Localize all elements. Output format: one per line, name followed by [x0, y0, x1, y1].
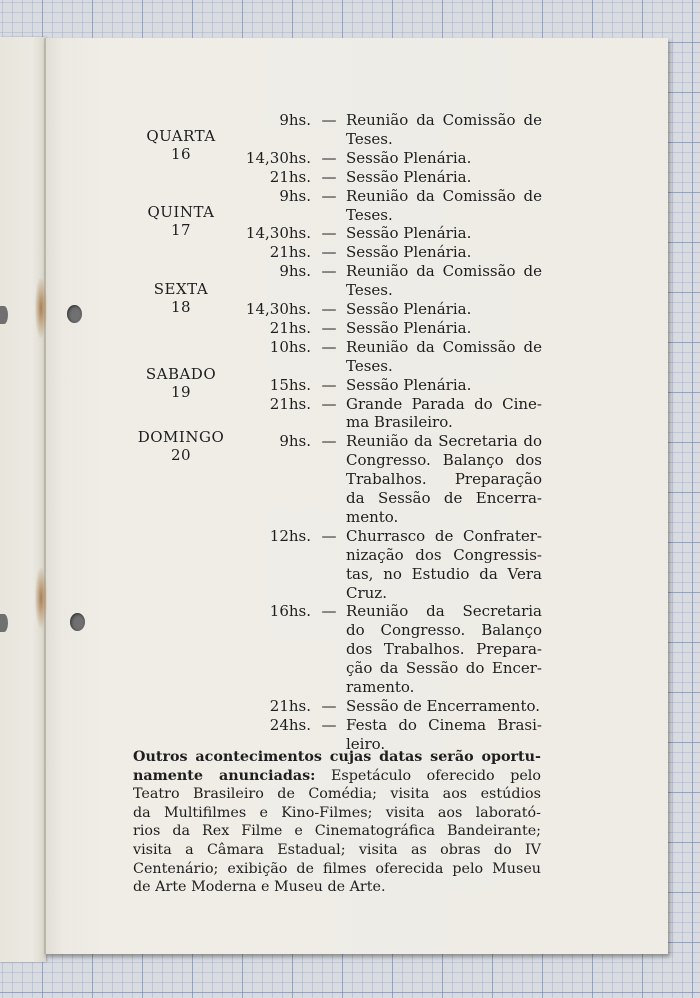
event-line — [0, 224, 700, 242]
day-name: SABADO — [145, 365, 217, 383]
event-description: Sessão Plenária. — [346, 148, 472, 167]
event-description: Sessão Plenária. — [346, 224, 472, 243]
event-line — [0, 678, 700, 696]
event-line — [0, 527, 700, 545]
event-description: ma Brasileiro. — [346, 413, 453, 432]
event-line — [0, 395, 700, 413]
em-dash: — — [321, 318, 337, 337]
other-events-text: rios da Rex Filme e Cinematográfica Bandeirante; — [133, 823, 541, 840]
event-description: ramento. — [346, 678, 415, 696]
event-time: 16hs. — [269, 602, 311, 621]
em-dash: — — [321, 224, 337, 243]
event-description: do Congresso. Balanço — [346, 621, 542, 640]
other-events-paragraph — [133, 748, 541, 897]
day-name: SEXTA — [153, 280, 209, 298]
event-description: da Sessão de Encerra- — [346, 489, 542, 507]
other-events-heading: Outros acontecimentos cujas datas serão oportu- — [133, 749, 541, 765]
event-line — [0, 187, 700, 205]
event-line — [0, 432, 700, 450]
event-description: Sessão de Encerramento. — [346, 696, 541, 715]
event-line — [0, 489, 700, 507]
event-description: Sessão Plenária. — [346, 375, 472, 394]
em-dash: — — [321, 262, 337, 281]
event-line — [0, 470, 700, 488]
event-line — [0, 262, 700, 280]
em-dash: — — [321, 526, 337, 545]
event-time: 9hs. — [279, 262, 311, 281]
em-dash: — — [321, 432, 337, 451]
event-description: Cruz. — [346, 583, 387, 602]
event-description: mento. — [346, 507, 399, 526]
event-line — [0, 565, 700, 583]
event-line — [0, 130, 700, 148]
event-description: Teses. — [346, 356, 393, 375]
event-description: dos Trabalhos. Prepara- — [346, 640, 542, 659]
em-dash: — — [321, 337, 337, 356]
day-date: 19 — [170, 383, 192, 401]
event-line — [0, 376, 700, 394]
em-dash: — — [321, 148, 337, 167]
event-description: Sessão Plenária. — [346, 300, 472, 318]
event-time: 9hs. — [279, 432, 311, 451]
event-line — [0, 621, 700, 639]
event-line — [0, 451, 700, 469]
em-dash: — — [321, 394, 337, 413]
event-description: Churrasco de Confrater- — [346, 526, 542, 545]
em-dash: — — [321, 111, 337, 129]
other-events-text: Centenário; exibição de filmes oferecida pelo Museu — [133, 860, 541, 877]
day-date: 18 — [170, 298, 192, 316]
event-line — [0, 357, 700, 375]
event-description: Reunião da Comissão de — [346, 262, 542, 281]
event-line — [0, 319, 700, 337]
event-description: Teses. — [346, 205, 393, 224]
event-time: 21hs. — [269, 318, 311, 337]
event-line — [0, 168, 700, 186]
event-description: tas, no Estudio da Vera — [346, 564, 542, 583]
event-time: 21hs. — [269, 167, 311, 186]
day-date: 20 — [170, 446, 192, 464]
em-dash: — — [321, 300, 337, 318]
event-description: Reunião da Comissão de — [346, 111, 542, 129]
event-description: Congresso. Balanço dos — [346, 451, 542, 470]
day-date: 16 — [170, 145, 192, 163]
event-time: 12hs. — [269, 526, 311, 545]
day-name: QUARTA — [146, 127, 216, 145]
event-line — [0, 281, 700, 299]
em-dash: — — [321, 375, 337, 394]
event-description: Sessão Plenária. — [346, 243, 472, 262]
em-dash: — — [321, 696, 337, 715]
event-line — [0, 697, 700, 715]
event-time: 14,30hs. — [245, 300, 311, 318]
event-time: 14,30hs. — [245, 148, 311, 167]
event-line — [0, 716, 700, 734]
event-description: nização dos Congressis- — [346, 545, 542, 564]
event-time: 15hs. — [269, 375, 311, 394]
event-line — [0, 640, 700, 658]
em-dash: — — [321, 715, 337, 734]
event-description: Reunião da Comissão de — [346, 186, 542, 205]
other-events-text: de Arte Moderna e Museu de Arte. — [133, 879, 386, 896]
event-description: Trabalhos. Preparação — [346, 470, 542, 489]
day-name: QUINTA — [147, 203, 215, 221]
event-line — [0, 300, 700, 318]
other-events-text: visita a Câmara Estadual; visita as obras do IV — [133, 841, 541, 858]
event-line — [0, 546, 700, 564]
event-line — [0, 508, 700, 526]
event-line — [0, 243, 700, 261]
other-events-text: Teatro Brasileiro de Comédia; visita aos estúdios — [133, 786, 541, 803]
event-time: 9hs. — [279, 111, 311, 129]
event-time: 10hs. — [269, 337, 311, 356]
event-time: 24hs. — [269, 715, 311, 734]
em-dash: — — [321, 602, 337, 621]
event-description: Reunião da Comissão de — [346, 337, 542, 356]
event-time: 14,30hs. — [245, 224, 311, 243]
event-time: 21hs. — [269, 696, 311, 715]
em-dash: — — [321, 186, 337, 205]
em-dash: — — [321, 167, 337, 186]
event-description: Sessão Plenária. — [346, 318, 472, 337]
event-line — [0, 206, 700, 224]
event-line — [0, 338, 700, 356]
other-events-heading: namente anunciadas: — [133, 767, 316, 784]
em-dash: — — [321, 243, 337, 262]
event-line — [0, 659, 700, 677]
event-description: leiro. — [346, 734, 386, 753]
event-description: Festa do Cinema Brasi- — [346, 715, 542, 734]
event-description: Teses. — [346, 281, 393, 300]
event-description: Sessão Plenária. — [346, 167, 472, 186]
event-description: ção da Sessão do Encer- — [346, 659, 542, 678]
event-description: Teses. — [346, 129, 393, 148]
event-time: 21hs. — [269, 243, 311, 262]
event-description: Reunião da Secretaria — [346, 602, 542, 621]
other-events-text: da Multifilmes e Kino-Filmes; visita aos laborató- — [133, 804, 541, 821]
event-line — [0, 602, 700, 620]
event-description: Grande Parada do Cine- — [346, 394, 542, 413]
day-name: DOMINGO — [137, 428, 225, 446]
event-line — [0, 584, 700, 602]
day-date: 17 — [170, 221, 192, 239]
event-line — [0, 111, 700, 129]
event-line — [0, 413, 700, 431]
event-description: Reunião da Secretaria do — [346, 432, 542, 451]
other-events-text: Espetáculo oferecido pelo — [331, 767, 541, 784]
event-line — [0, 149, 700, 167]
event-time: 21hs. — [269, 394, 311, 413]
event-time: 9hs. — [279, 186, 311, 205]
